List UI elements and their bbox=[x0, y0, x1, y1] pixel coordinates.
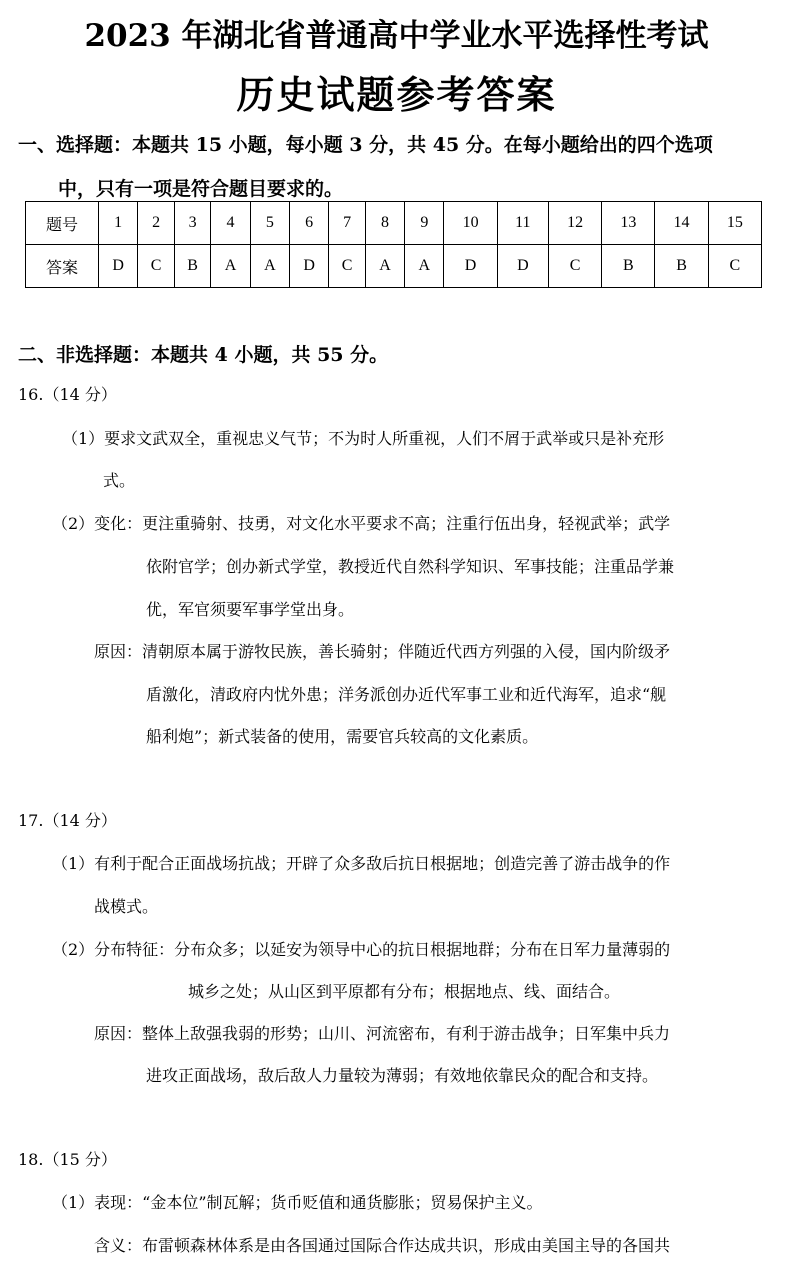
section1-line2: 中，只有一项是符合题目要求的。 bbox=[58, 178, 344, 200]
question-number-cell: 4 bbox=[211, 202, 250, 245]
q18-part1-line1: （1）表现：“金本位”制瓦解；货币贬值和通货膨胀；贸易保护主义。 bbox=[52, 1193, 543, 1212]
q17-part2-line2: 城乡之处；从山区到平原都有分布；根据地点、线、面结合。 bbox=[188, 982, 621, 1001]
row-label-answer: 答案 bbox=[26, 245, 99, 288]
q17-heading: 17.（14 分） bbox=[18, 811, 117, 830]
q16-part1-line2: 式。 bbox=[103, 471, 136, 490]
question-number-cell: 1 bbox=[99, 202, 138, 245]
question-number-cell: 10 bbox=[444, 202, 497, 245]
question-number-cell: 6 bbox=[290, 202, 329, 245]
question-number-cell: 11 bbox=[497, 202, 548, 245]
question-number-cell: 12 bbox=[549, 202, 602, 245]
document-subtitle: 历史试题参考答案 bbox=[236, 72, 557, 117]
answer-cell: B bbox=[602, 245, 655, 288]
answer-cell: A bbox=[211, 245, 250, 288]
answer-cell: A bbox=[405, 245, 444, 288]
answer-table-row-numbers bbox=[26, 202, 762, 245]
answer-cell: C bbox=[708, 245, 761, 288]
answer-cell: D bbox=[444, 245, 497, 288]
answer-cell: A bbox=[250, 245, 289, 288]
question-number-cell: 9 bbox=[405, 202, 444, 245]
q16-part3-line1: 原因：清朝原本属于游牧民族，善长骑射；伴随近代西方列强的入侵，国内阶级矛 bbox=[94, 642, 671, 661]
q17-part3-line1: 原因：整体上敌强我弱的形势；山川、河流密布，有利于游击战争；日军集中兵力 bbox=[94, 1024, 671, 1043]
document-title: 2023 年湖北省普通高中学业水平选择性考试 bbox=[84, 18, 709, 54]
row-label-question: 题号 bbox=[26, 202, 99, 245]
q16-part2-line1: （2）变化：更注重骑射、技勇，对文化水平要求不高；注重行伍出身，轻视武举；武学 bbox=[52, 514, 671, 533]
q16-part3-line3: 船利炮”；新式装备的使用，需要官兵较高的文化素质。 bbox=[146, 727, 539, 746]
q16-heading: 16.（14 分） bbox=[18, 385, 117, 404]
answer-cell: B bbox=[174, 245, 211, 288]
question-number-cell: 13 bbox=[602, 202, 655, 245]
answer-cell: D bbox=[99, 245, 138, 288]
question-number-cell: 7 bbox=[329, 202, 366, 245]
answer-cell: D bbox=[497, 245, 548, 288]
q18-part2-line1: 含义：布雷顿森林体系是由各国通过国际合作达成共识，形成由美国主导的各国共 bbox=[94, 1236, 671, 1255]
answer-table-row-answers bbox=[26, 245, 762, 288]
q17-part2-line1: （2）分布特征：分布众多；以延安为领导中心的抗日根据地群；分布在日军力量薄弱的 bbox=[52, 940, 671, 959]
q18-heading: 18.（15 分） bbox=[18, 1150, 117, 1169]
q16-part3-line2: 盾激化，清政府内忧外患；洋务派创办近代军事工业和近代海军，追求“舰 bbox=[146, 685, 667, 704]
question-number-cell: 5 bbox=[250, 202, 289, 245]
question-number-cell: 14 bbox=[655, 202, 708, 245]
answer-cell: C bbox=[138, 245, 175, 288]
q17-part3-line2: 进攻正面战场，敌后敌人力量较为薄弱；有效地依靠民众的配合和支持。 bbox=[146, 1066, 659, 1085]
section1-line1: 一、选择题：本题共 15 小题，每小题 3 分，共 45 分。在每小题给出的四个选项 bbox=[18, 134, 713, 156]
question-number-cell: 8 bbox=[365, 202, 404, 245]
section1-heading bbox=[18, 123, 778, 211]
answer-cell: C bbox=[329, 245, 366, 288]
answer-cell: D bbox=[290, 245, 329, 288]
q16-part2-line2: 依附官学；创办新式学堂，教授近代自然科学知识、军事技能；注重品学兼 bbox=[146, 557, 675, 576]
q16-part2-line3: 优，军官须要军事学堂出身。 bbox=[146, 600, 355, 619]
section2-heading: 二、非选择题：本题共 4 小题，共 55 分。 bbox=[18, 344, 389, 366]
q17-part1-line2: 战模式。 bbox=[94, 897, 159, 916]
q17-part1-line1: （1）有利于配合正面战场抗战；开辟了众多敌后抗日根据地；创造完善了游击战争的作 bbox=[52, 854, 671, 873]
answer-cell: C bbox=[549, 245, 602, 288]
question-number-cell: 15 bbox=[708, 202, 761, 245]
q16-part1-line1: （1）要求文武双全，重视忠义气节；不为时人所重视，人们不屑于武举或只是补充形 bbox=[62, 429, 665, 448]
question-number-cell: 2 bbox=[138, 202, 175, 245]
answer-cell: A bbox=[365, 245, 404, 288]
answer-table bbox=[25, 201, 762, 288]
answer-cell: B bbox=[655, 245, 708, 288]
question-number-cell: 3 bbox=[174, 202, 211, 245]
